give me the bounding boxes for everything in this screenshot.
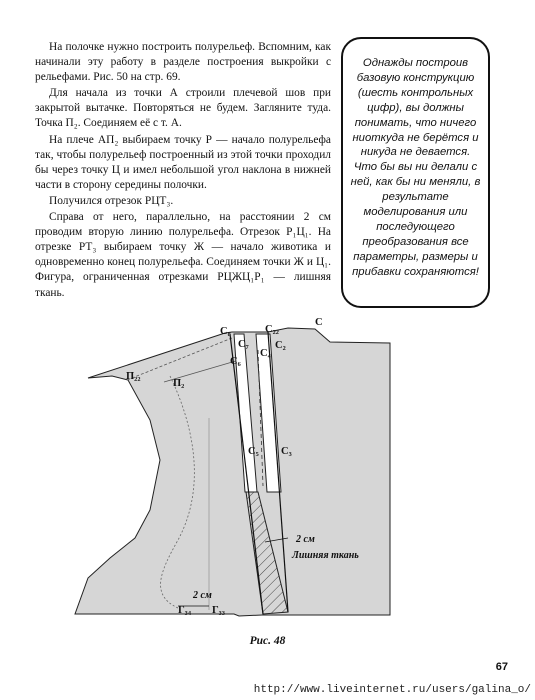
sidebar-note xyxy=(341,37,490,308)
label-dim-small: 2 см xyxy=(193,590,212,601)
label-c22: С₂₂ xyxy=(265,324,279,335)
pattern-piece xyxy=(75,328,390,616)
body-text xyxy=(35,40,331,302)
pattern-figure xyxy=(0,310,535,630)
watermark: http://www.liveinternet.ru/users/galina_o/ xyxy=(253,684,531,696)
label-c5: С₅ xyxy=(248,446,259,457)
pattern-drawing xyxy=(0,310,535,630)
label-c3: С₃ xyxy=(281,446,292,457)
paragraph: Справа от него, параллельно, на расстоянии 2 см проводим вторую линию полурельефа. Отрезок Р₁Ц₁. На отрезке РТ₃ выбираем точку Ж — начало животика и одновременно конец полурельефа. Соединяем точки Ж и Ц₁. Фигура, ограниченная отрезками РЦЖЦ₁Р₁ — лишняя ткань. xyxy=(35,211,331,299)
sidebar-text: Однажды построив базовую конструкцию (шесть контрольных цифр), вы должны понимать, что ничего ниоткуда не берётся и никуда не девается. Что бы вы ни делали с ней, как бы ни меняли, в результате моделирования или последующего преобразования все параметры, размеры и прибавки сохраняются! xyxy=(350,57,481,278)
label-c4: С₄ xyxy=(260,348,271,359)
label-c6: С₆ xyxy=(230,356,241,367)
label-c8: С₈ xyxy=(220,326,231,337)
page-number: 67 xyxy=(495,661,508,673)
label-p2: П₂ xyxy=(173,378,185,389)
label-g34: Г₃₄ xyxy=(178,605,191,616)
paragraph: Для начала из точки А строили плечевой шов при закрытой вытачке. Повторяться не будем. Загляните туда. Точка П₂. Соединяем её с т. А. xyxy=(35,87,331,130)
label-g33: Г₃₃ xyxy=(212,605,225,616)
label-c7: С₇ xyxy=(238,339,249,350)
paragraph: На полочке нужно построить полурельеф. Вспомним, как начинали эту работу в разделе построения выкройки с рельефами. Рис. 50 на стр. 69. xyxy=(35,41,331,84)
label-p22: П₂₂ xyxy=(126,371,141,382)
paragraph: На плече АП₂ выбираем точку Р — начало полурельефа так, чтобы полурельеф построенный из этой точки проходил бы через точку Ц и имел небольшой угол наклона в нижней части в сторону середины полочки. xyxy=(35,133,331,191)
figure-caption: Рис. 48 xyxy=(249,635,286,647)
label-c2: С₂ xyxy=(275,340,286,351)
label-dim-large: 2 см xyxy=(296,534,315,545)
paragraph: Получился отрезок РЦТ₃. xyxy=(49,194,174,207)
label-excess: Лишняя ткань xyxy=(292,550,359,561)
label-c: С xyxy=(315,317,323,328)
